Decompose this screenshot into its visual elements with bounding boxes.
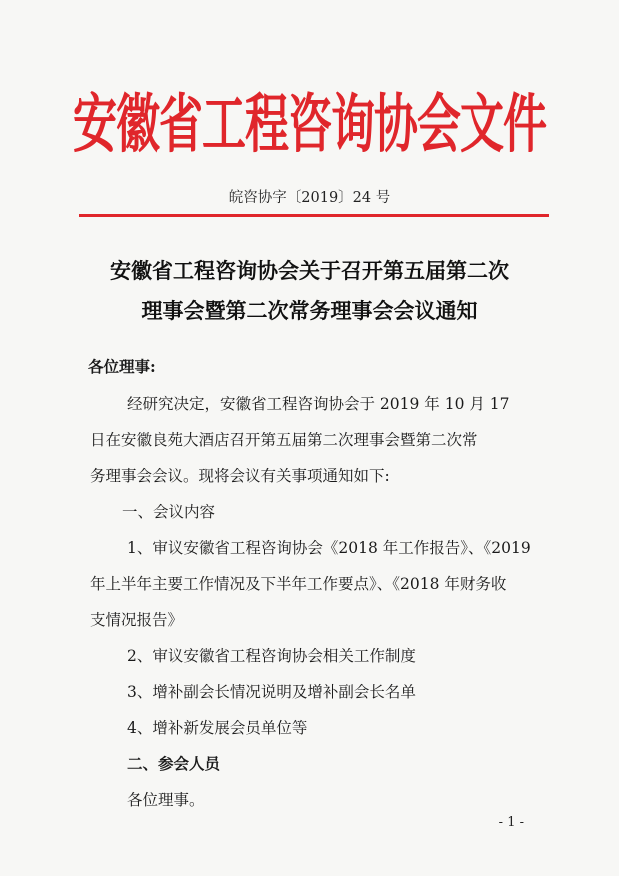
agenda-item-4: 4、增补新发展会员单位等 [127, 719, 308, 737]
document-number: 皖咨协字〔2019〕24 号 [228, 190, 391, 206]
agenda-item-1-line-2: 年上半年主要工作情况及下半年工作要点》、《2018 年财务收 [90, 575, 507, 593]
red-divider-line [79, 214, 549, 217]
agenda-item-1-line-1: 1、审议安徽省工程咨询协会《2018 年工作报告》、《2019 [127, 539, 531, 557]
intro-line-2: 日在安徽良苑大酒店召开第五届第二次理事会暨第二次常 [90, 431, 478, 449]
intro-line-3: 务理事会会议。现将会议有关事项通知如下: [90, 467, 390, 485]
section-heading-meeting-content: 一、会议内容 [122, 503, 216, 521]
intro-line-1: 经研究决定，安徽省工程咨询协会于 2019 年 10 月 17 [127, 395, 510, 413]
org-masthead: 安徽省工程咨询协会文件 [73, 87, 546, 162]
agenda-item-2: 2、审议安徽省工程咨询协会相关工作制度 [127, 647, 416, 665]
page-number: - 1 - [498, 815, 524, 830]
attendees-text: 各位理事。 [127, 791, 205, 809]
notice-title-line-1: 安徽省工程咨询协会关于召开第五届第二次 [110, 258, 509, 283]
notice-title-line-2: 理事会暨第二次常务理事会会议通知 [141, 298, 478, 323]
section-heading-attendees: 二、参会人员 [127, 754, 221, 773]
salutation: 各位理事: [88, 357, 156, 376]
agenda-item-3: 3、增补副会长情况说明及增补副会长名单 [127, 683, 416, 701]
agenda-item-1-line-3: 支情况报告》 [90, 611, 184, 629]
